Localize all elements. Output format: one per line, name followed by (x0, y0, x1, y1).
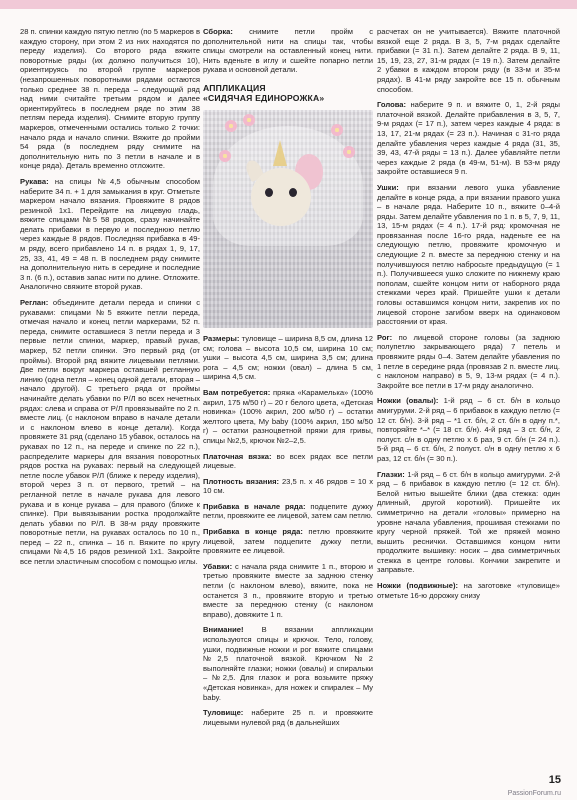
page-number: 15 (548, 774, 561, 786)
paragraph-assembly: Сборка: снимите петли пройм с дополнительной нити на спицы так, чтобы спицы смотрели на оставленный конец нити. Нить вденьте в иглу и сшейте попарно петли рукава и основной детали. (203, 27, 373, 75)
unicorn-face-icon (251, 168, 311, 226)
paragraph-raglan: Реглан: объедините детали переда и спинки с рукавами: спицами №5 вяжите петли переда, отмечая начало и конец петли маркерами, 52 п. переда, снимите оставшиеся 3 петли переда и 3 первые петли спинки, маркер, правый рукав, маркер, 52 петли спинки. Это первый ряд (от проймы). Второй ряд вяжите лицевыми петлями. Две петли вокруг маркера оставшей регланную линию (одна петля – конец одной детали, вторая – начало другой). С третьего ряда от проймы начинайте делать убавки по Р/Л во всех нечетных рядах: слева и справа от Р/Л провязывайте по 2 п. вместе лиц. (с наклоном вправо в начале детали и с наклоном влево в конце детали). Когда провяжете 31 ряд (сделано 15 убавок, осталось на рукавах по 12 п., на переде и спинке по 22 п.), распределите маркеры для вязания поворотных рядов ростка на рукавах: первый на следующей петле после убавок Р/Л (ближе к переду изделия), второй через 3 п. от первого, третий – на регланной петле в начале рукава для левого рукава и в конце рукава – для правого (ближе к спинке). При вывязывании ростка продолжайте делать убавки по Р/Л. В 38-м ряду провяжите поворотные петли, на рукавах осталось по 10 п., перед – 22 п., спинка – 16 п. Вяжите по кругу спицами №4,5 16 рядов резинкой 1х1. Закройте все петли эластичным способом с помощью иглы. (20, 298, 200, 567)
paragraph-decreases: Убавки: с начала ряда снимите 1 п., второю и третью провяжите вместе за заднюю стенку петли (с наклоном влево), вяжите, пока не останется 3 п., провяжите вторую и третью вместе за переднюю стенку (с наклоном вправо), довяжите 1 п. (203, 561, 373, 619)
paragraph-inc-end: Прибавка в конце ряда: петлю провяжите лицевой, затем подцепите дужку петли, провяжите ее лицевой. (203, 527, 373, 556)
unicorn-applique-photo (203, 110, 373, 328)
paragraph-lead: Платочная вязка: (203, 451, 272, 461)
paragraph-lead: Ушки: (377, 182, 399, 192)
horn-icon (273, 140, 287, 166)
paragraph-lead: Глазки: (377, 469, 405, 479)
column-1 (20, 27, 200, 782)
paragraph-lead: Прибавка в начале ряда: (203, 501, 306, 511)
paragraph-lead: Ножки (подвижные): (377, 581, 459, 591)
paragraph-sleeves: Рукава: на спицы №4,5 обычным способом наберите 34 п. + 1 для замыкания в круг. Отметьте маркером начало вязания. Провяжите 8 рядов резинкой 1х1. Перейдите на лицевую гладь, вяжите спицами №5 58 рядов, сразу начинайте делать прибавки в первую и последнюю петлю через каждые 8 рядов. Последняя прибавка в 49-м ряду, всего прибавлено 14 п. в рядах 1, 9, 17, 25, 33, 41, 49 = 48 п. В последнем ряду снимите на дополнительную нить в середине и последние 3 п. (6 п.), оставив запас нити по длине. Отложите. Аналогично свяжите второй рукав. (20, 176, 200, 292)
section-heading-line1: АППЛИКАЦИЯ (203, 82, 266, 93)
paragraph-legs-ovals: Ножки (овалы): 1-й ряд – 6 ст. б/н в кольцо амигуруми. 2-й ряд – 6 прибавок в каждую петлю (= 12 ст. б/н). 3-й ряд – *1 ст. б/н, 2 ст. б/н в одну п.*, повторяйте *–* (= 18 ст. б/н). 4-й ряд – 3 ст. б/н, 2 полуст. с/н в одну петлю х 6 раз, 9 ст. б/н (= 24 п.). 5-й ряд – 6 ст. б/н, 2 полуст. с/н в одну петлю х 6 раз, 12 ст. б/н (= 30 п.). (377, 396, 560, 463)
paragraph-lead: Плотность вязания: (203, 476, 280, 486)
watermark: PassionForum.ru (507, 790, 561, 797)
paragraph-lead: Голова: (377, 100, 407, 110)
paragraph-head: Голова: наберите 9 п. и вяжите 0, 1, 2-й ряды платочной вязкой. Делайте прибавления в 3, 5, 7, 9-м рядах (= 17 п.), затем через каждые 4 ряда: в 13, 17, 21-м рядах (= 23 п.). Начиная с 31-го ряда делайте убавления через каждые 4 ряда (31, 35, 39, 43, 47-й ряды = 13 п.). Далее убавляйте петли через каждые 2 ряда (в 49-м, 51-м). В 53-м ряду закройте оставшиеся 9 п. (377, 100, 560, 177)
paragraph-legs-movable: Ножки (подвижные): на заготовке «туловище» отметьте 16-ю дорожку снизу (377, 581, 560, 600)
paragraph-ears: Ушки: при вязании левого ушка убавление делайте в конце ряда, а при вязании правого ушка – в начале ряда. Наберите 10 п., вяжите 0–4-й ряды. Затем делайте убавления по 1 п. в 5, 7, 9, 11, 13, 15-м рядах (= 4 п.). 17-й ряд: кромочная не провязанная после 16-го ряда, наденьте ее на следующую петлю, провяжите кромочную и следующие 2 п. вместе за переднюю стенку и на получившуюся петлю набросьте предыдущую (= 1 п.). Получившееся ушко сложите по нижнему краю пополам, сшейте концом нити от наборного ряда стежками через край. Пришейте ушки к детали головы оставшимся концом нити, закрепив их по лицевой стороне загибом вверх на одинаковом расстоянии от края. (377, 182, 560, 327)
paragraph-inc-start: Прибавка в начале ряда: подцепите дужку петли, провяжите ее лицевой, затем сам петлю. (203, 501, 373, 521)
paragraph-attention: Внимание! В вязании аппликации используются спицы и крючок. Тело, голову, ушки, подвижные ножки и рог вяжите спицами №2,5 платочной вязкой. Крючком №2 выполняйте глазки; ножки (овалы) и спиральки – №2,5. Для глазок и рога возьмите пряжу «Детская новинка», для ножек и спиралек – My baby. (203, 625, 373, 702)
paragraph-garter: Платочная вязка: во всех рядах все петли лицевые. (203, 451, 373, 471)
paragraph-lead: Сборка: (203, 27, 233, 36)
paragraph-lead: Реглан: (20, 298, 49, 308)
paragraph-lead: Размеры: (203, 333, 240, 343)
top-decor-bar (0, 0, 577, 9)
paragraph-lead: Внимание! (203, 625, 244, 635)
column-3 (377, 27, 560, 782)
paragraph-sizes: Размеры: туловище – ширина 8,5 см, длина 12 см; голова – высота 10,5 см, ширина 10 см; ушки – высота 4,5 см, ширина 3,5 см; длина рога – 4,5 см; ножки (овал) – длина 5 см, ширина 4,5 см. (203, 333, 373, 382)
section-heading (203, 83, 373, 104)
paragraph-lead: Убавки: (203, 561, 233, 571)
paragraph-lead: Рукава: (20, 176, 49, 186)
paragraph-eyes: Глазки: 1-й ряд – 6 ст. б/н в кольцо амигуруми. 2-й ряд – 6 прибавок в каждую петлю (= 12 ст. б/н). Белой нитью вышейте блики (два стежка: один длинный, другой короткий). Пришейте их симметрично на детали «головы» примерно на уровне начала убавления, прошивая стежками по кругу черной пряжей. Той же пряжей можно вышить реснички. Оставшимся концом нити продолжите вышивку: носик – два симметричных стежка в центре головы. Кончики закрепите и заправьте. (377, 469, 560, 575)
paragraph-lead: Прибавка в конце ряда: (203, 527, 303, 537)
paragraph-lead: Туловище: (203, 708, 244, 718)
paragraph-materials: Вам потребуется: пряжа «Карамелька» (100% акрил, 175 м/50 г) – 20 г белого цвета, «Детская новинка» (100% акрил, 200 м/50 г) – остатки желтого цвета, My baby (100% акрил, 150 м/50 г) – остатки разноцветной пряжи для гривы, спицы №2,5, крючок №2–2,5. (203, 387, 373, 445)
paragraph: расчетах он не учитывается). Вяжите платочной вязкой еще 2 ряда. В 3, 5, 7-м рядах сделайте прибавки (= 31 п.). Затем делайте 2 ряда. В 9, 11, 15, 19, 23, 27, 31-м рядах (= 19 п.). Затем делайте 2 убавки в каждом втором ряду (в 33-м и 35-м рядах). В 41-м ряду закройте все 15 п. обычным способом. (377, 27, 560, 94)
paragraph-lead: Ножки (овалы): (377, 396, 439, 406)
paragraph-lead: Вам потребуется: (203, 387, 271, 397)
paragraph-horn: Рог: по лицевой стороне головы (за заднюю полупетлю закрывающего ряда) 7 петель и провяжите ряды 0–4. Затем делайте убавления по 1 петле в середине ряда (провязав 2 п. вместе лиц. с наклоном направо) в 5, 9, 13-м рядах (= 4 п.). Закройте все петли в 17-м ряду аналогично. (377, 332, 560, 390)
paragraph: 28 п. спинки каждую пятую петлю (по 5 маркеров в каждую сторону, при этом 2 из них находятся по переду изделия). Со второго ряда вяжите поворотные ряды (их должно получиться 10), ориентируясь по второй группе маркеров (незапрошенных поворотными рядами остаются только среднее 38 п. переда – следующий ряд над ними считайте третьим рядом и далее ориентируйтесь в последнем ряде по этим 38 петлям переда изделия). Снимите вторую группу маркеров, отмеченными остались только 2 точки: начало ряда и начало спинки. Вяжите до пройми 54 ряда (в последнем ряду снимите на дополнительную нить по 3 петли в начале и в конце ряда). Деталь временно отложите. (20, 27, 200, 171)
paragraph-body: Туловище: наберите 25 п. и провяжите лицевыми нулевой ряд (в дальнейших (203, 708, 373, 727)
column-2 (203, 27, 373, 782)
section-heading-line2: «СИДЯЧАЯ ЕДИНОРОЖКА» (203, 93, 325, 104)
paragraph-gauge: Плотность вязания: 23,5 п. х 46 рядов = 10 х 10 см. (203, 476, 373, 496)
paragraph-lead: Рог: (377, 332, 393, 342)
